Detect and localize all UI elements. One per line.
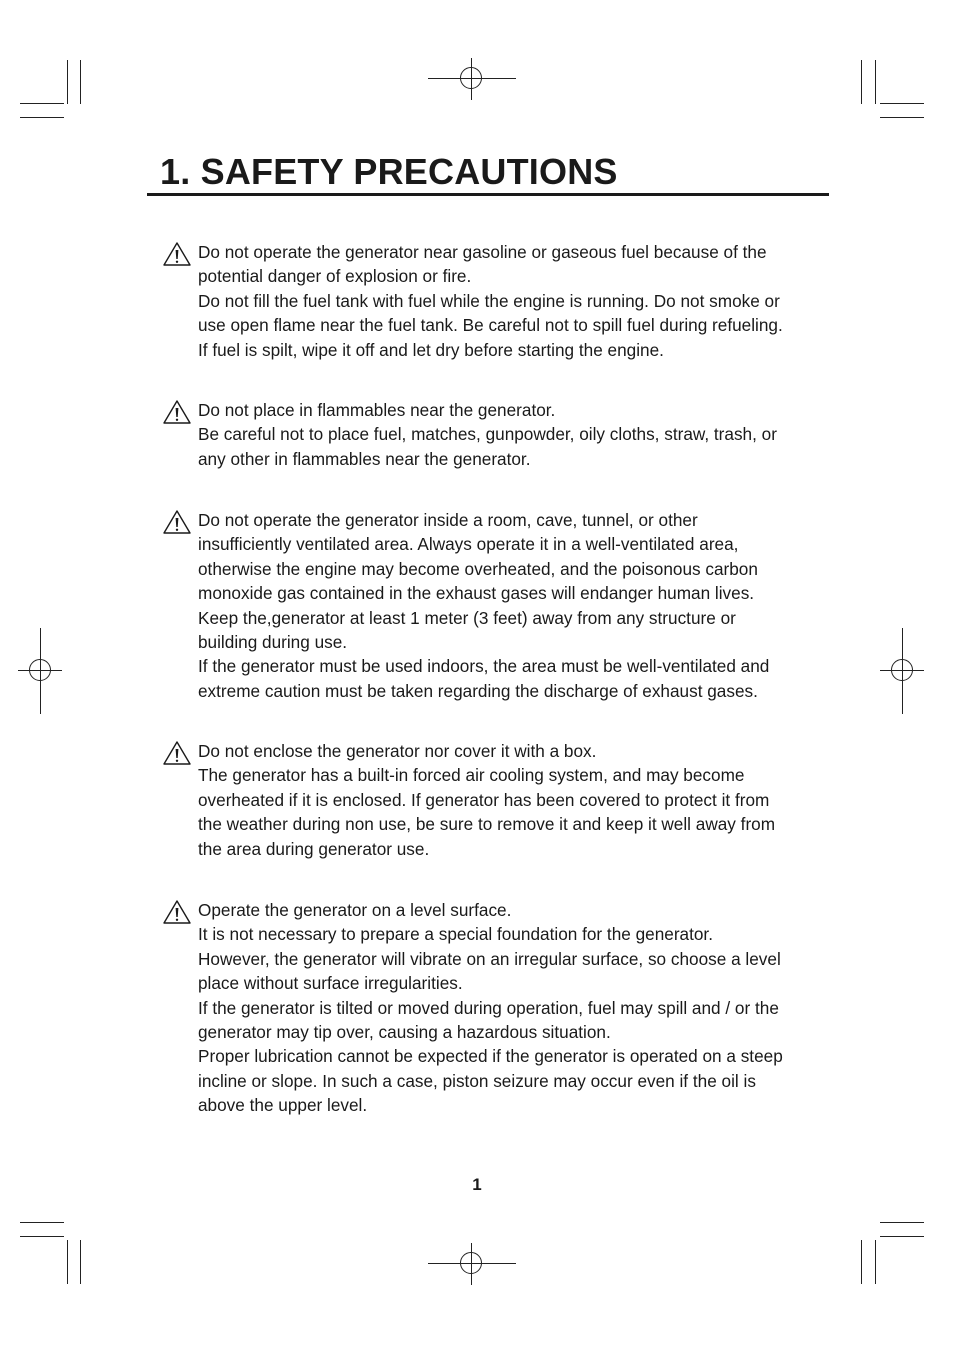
- section-line: building during use.: [198, 632, 348, 653]
- section-line: It is not necessary to prepare a special foundation for the generator.: [198, 924, 713, 945]
- title-underline: [147, 193, 829, 196]
- section-line: Do not operate the generator near gasoline or gaseous fuel because of the: [198, 242, 767, 262]
- section-line: If the generator must be used indoors, the area must be well-ventilated and: [198, 656, 770, 677]
- section-line: Do not operate the generator inside a room, cave, tunnel, or other: [198, 510, 698, 530]
- section-line: use open flame near the fuel tank. Be careful not to spill fuel during refueling.: [198, 315, 783, 336]
- section-line: The generator has a built-in forced air cooling system, and may become: [198, 765, 745, 786]
- section-line: the weather during non use, be sure to remove it and keep it well away from: [198, 814, 776, 835]
- section-line: Do not place in flammables near the generator.: [198, 400, 556, 420]
- section-line: potential danger of explosion or fire.: [198, 266, 472, 287]
- page-number: 1: [472, 1175, 482, 1194]
- section-line: extreme caution must be taken regarding the discharge of exhaust gases.: [198, 680, 758, 701]
- section-line: insufficiently ventilated area. Always operate it in a well-ventilated area,: [198, 534, 739, 555]
- section-line: generator may tip over, causing a hazardous situation.: [198, 1022, 611, 1043]
- precaution-section-flammables: [163, 398, 833, 471]
- section-line: Be careful not to place fuel, matches, gunpowder, oily cloths, straw, trash, or: [198, 424, 777, 445]
- section-line: Operate the generator on a level surface.: [198, 900, 512, 920]
- section-line: the area during generator use.: [198, 838, 430, 859]
- warning-triangle-icon: [163, 242, 191, 266]
- section-line: otherwise the engine may become overheated, and the poisonous carbon: [198, 558, 758, 579]
- section-line: If the generator is tilted or moved during operation, fuel may spill and / or the: [198, 997, 779, 1018]
- warning-triangle-icon: [163, 400, 191, 424]
- precaution-section-fuel: [163, 240, 833, 362]
- section-line: If fuel is spilt, wipe it off and let dry before starting the engine.: [198, 339, 664, 360]
- section-line: monoxide gas contained in the exhaust gases will endanger human lives.: [198, 583, 755, 604]
- section-line: place without surface irregularities.: [198, 973, 463, 994]
- section-line: above the upper level.: [198, 1095, 368, 1116]
- page-title: 1. SAFETY PRECAUTIONS: [160, 151, 618, 192]
- precaution-section-level-surface: [163, 898, 833, 1118]
- precaution-section-enclosure: [163, 739, 833, 861]
- section-line: However, the generator will vibrate on an irregular surface, so choose a level: [198, 948, 781, 969]
- section-line: Do not fill the fuel tank with fuel while the engine is running. Do not smoke or: [198, 290, 780, 311]
- precaution-section-ventilation: [163, 508, 833, 703]
- warning-triangle-icon: [163, 900, 191, 924]
- warning-triangle-icon: [163, 741, 191, 765]
- section-line: Keep the,generator at least 1 meter (3 feet) away from any structure or: [198, 607, 736, 628]
- warning-triangle-icon: [163, 510, 191, 534]
- section-line: incline or slope. In such a case, piston seizure may occur even if the oil is: [198, 1070, 756, 1091]
- section-line: Proper lubrication cannot be expected if the generator is operated on a steep: [198, 1046, 783, 1067]
- section-line: overheated if it is enclosed. If generator has been covered to protect it from: [198, 789, 770, 810]
- section-line: any other in flammables near the generator.: [198, 448, 531, 469]
- section-line: Do not enclose the generator nor cover it with a box.: [198, 741, 597, 761]
